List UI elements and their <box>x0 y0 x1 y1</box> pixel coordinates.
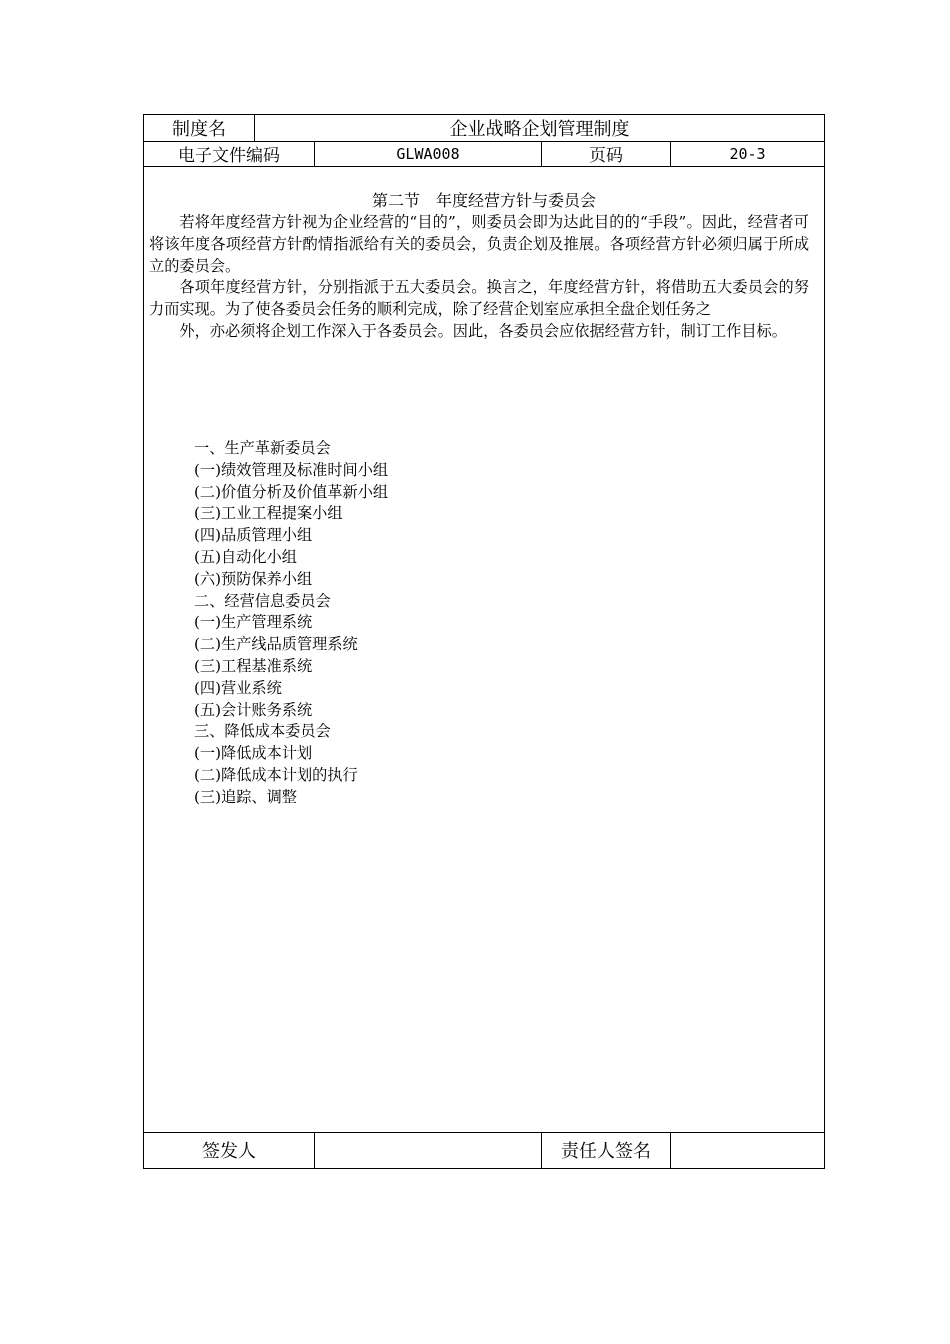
header-row-meta <box>144 141 824 167</box>
paragraph: 各项年度经营方针，分别指派于五大委员会。换言之，年度经营方针，将借助五大委员会的努力而实现。为了使各委员会任务的顺利完成，除了经营企划室应承担全盘企划任务之 <box>149 278 809 319</box>
section-title: 第二节 年度经营方针与委员会 <box>371 191 596 210</box>
outline-item: (二)价值分析及价值革新小组 <box>194 482 389 501</box>
issuer-label: 签发人 <box>144 1132 315 1168</box>
paragraph: 外，亦必须将企划工作深入于各委员会。因此，各委员会应依据经营方针，制订工作目标。 <box>179 321 787 340</box>
regulation-name-label: 制度名 <box>144 115 255 141</box>
outline-item: (三)工业工程提案小组 <box>194 504 343 523</box>
outline-item: (一)绩效管理及标准时间小组 <box>194 460 389 479</box>
page-number-label: 页码 <box>542 141 671 166</box>
page-number-value: 20-3 <box>729 144 766 163</box>
outline-item: (六)预防保养小组 <box>194 569 313 588</box>
paragraph: 若将年度经营方针视为企业经营的“目的”，则委员会即为达此目的的“手段”。因此，经营者可将该年度各项经营方针酌情指派给有关的委员会，负责企划及推展。各项经营方针必须归属于所成立的委员会。 <box>149 213 809 275</box>
outline-item: (五)会计账务系统 <box>194 700 313 719</box>
header-row-title <box>144 115 824 142</box>
outline-item: (三)追踪、调整 <box>194 787 297 806</box>
body-paragraphs <box>149 212 809 343</box>
outline-item: (二)降低成本计划的执行 <box>194 765 358 784</box>
outline-item: (三)工程基准系统 <box>194 656 313 675</box>
outline-item: (四)品质管理小组 <box>194 526 313 545</box>
document-form <box>143 114 825 1169</box>
document-body <box>144 166 824 1133</box>
responsible-signature-field[interactable] <box>671 1132 824 1168</box>
regulation-name-value: 企业战略企划管理制度 <box>449 119 630 140</box>
committee-outline <box>194 438 388 809</box>
outline-item: 三、降低成本委员会 <box>194 722 331 741</box>
signature-row <box>144 1132 824 1168</box>
file-code-value: GLWA008 <box>315 141 542 166</box>
outline-item: (四)营业系统 <box>194 678 282 697</box>
outline-item: (一)降低成本计划 <box>194 744 313 763</box>
outline-item: (二)生产线品质管理系统 <box>194 635 358 654</box>
responsible-person-label: 责任人签名 <box>542 1132 671 1168</box>
issuer-signature-field[interactable] <box>315 1132 542 1168</box>
file-code-label: 电子文件编码 <box>144 141 315 166</box>
outline-item: 二、经营信息委员会 <box>194 591 331 610</box>
outline-item: 一、生产革新委员会 <box>194 439 331 457</box>
outline-item: (五)自动化小组 <box>194 547 297 566</box>
outline-item: (一)生产管理系统 <box>194 613 313 632</box>
